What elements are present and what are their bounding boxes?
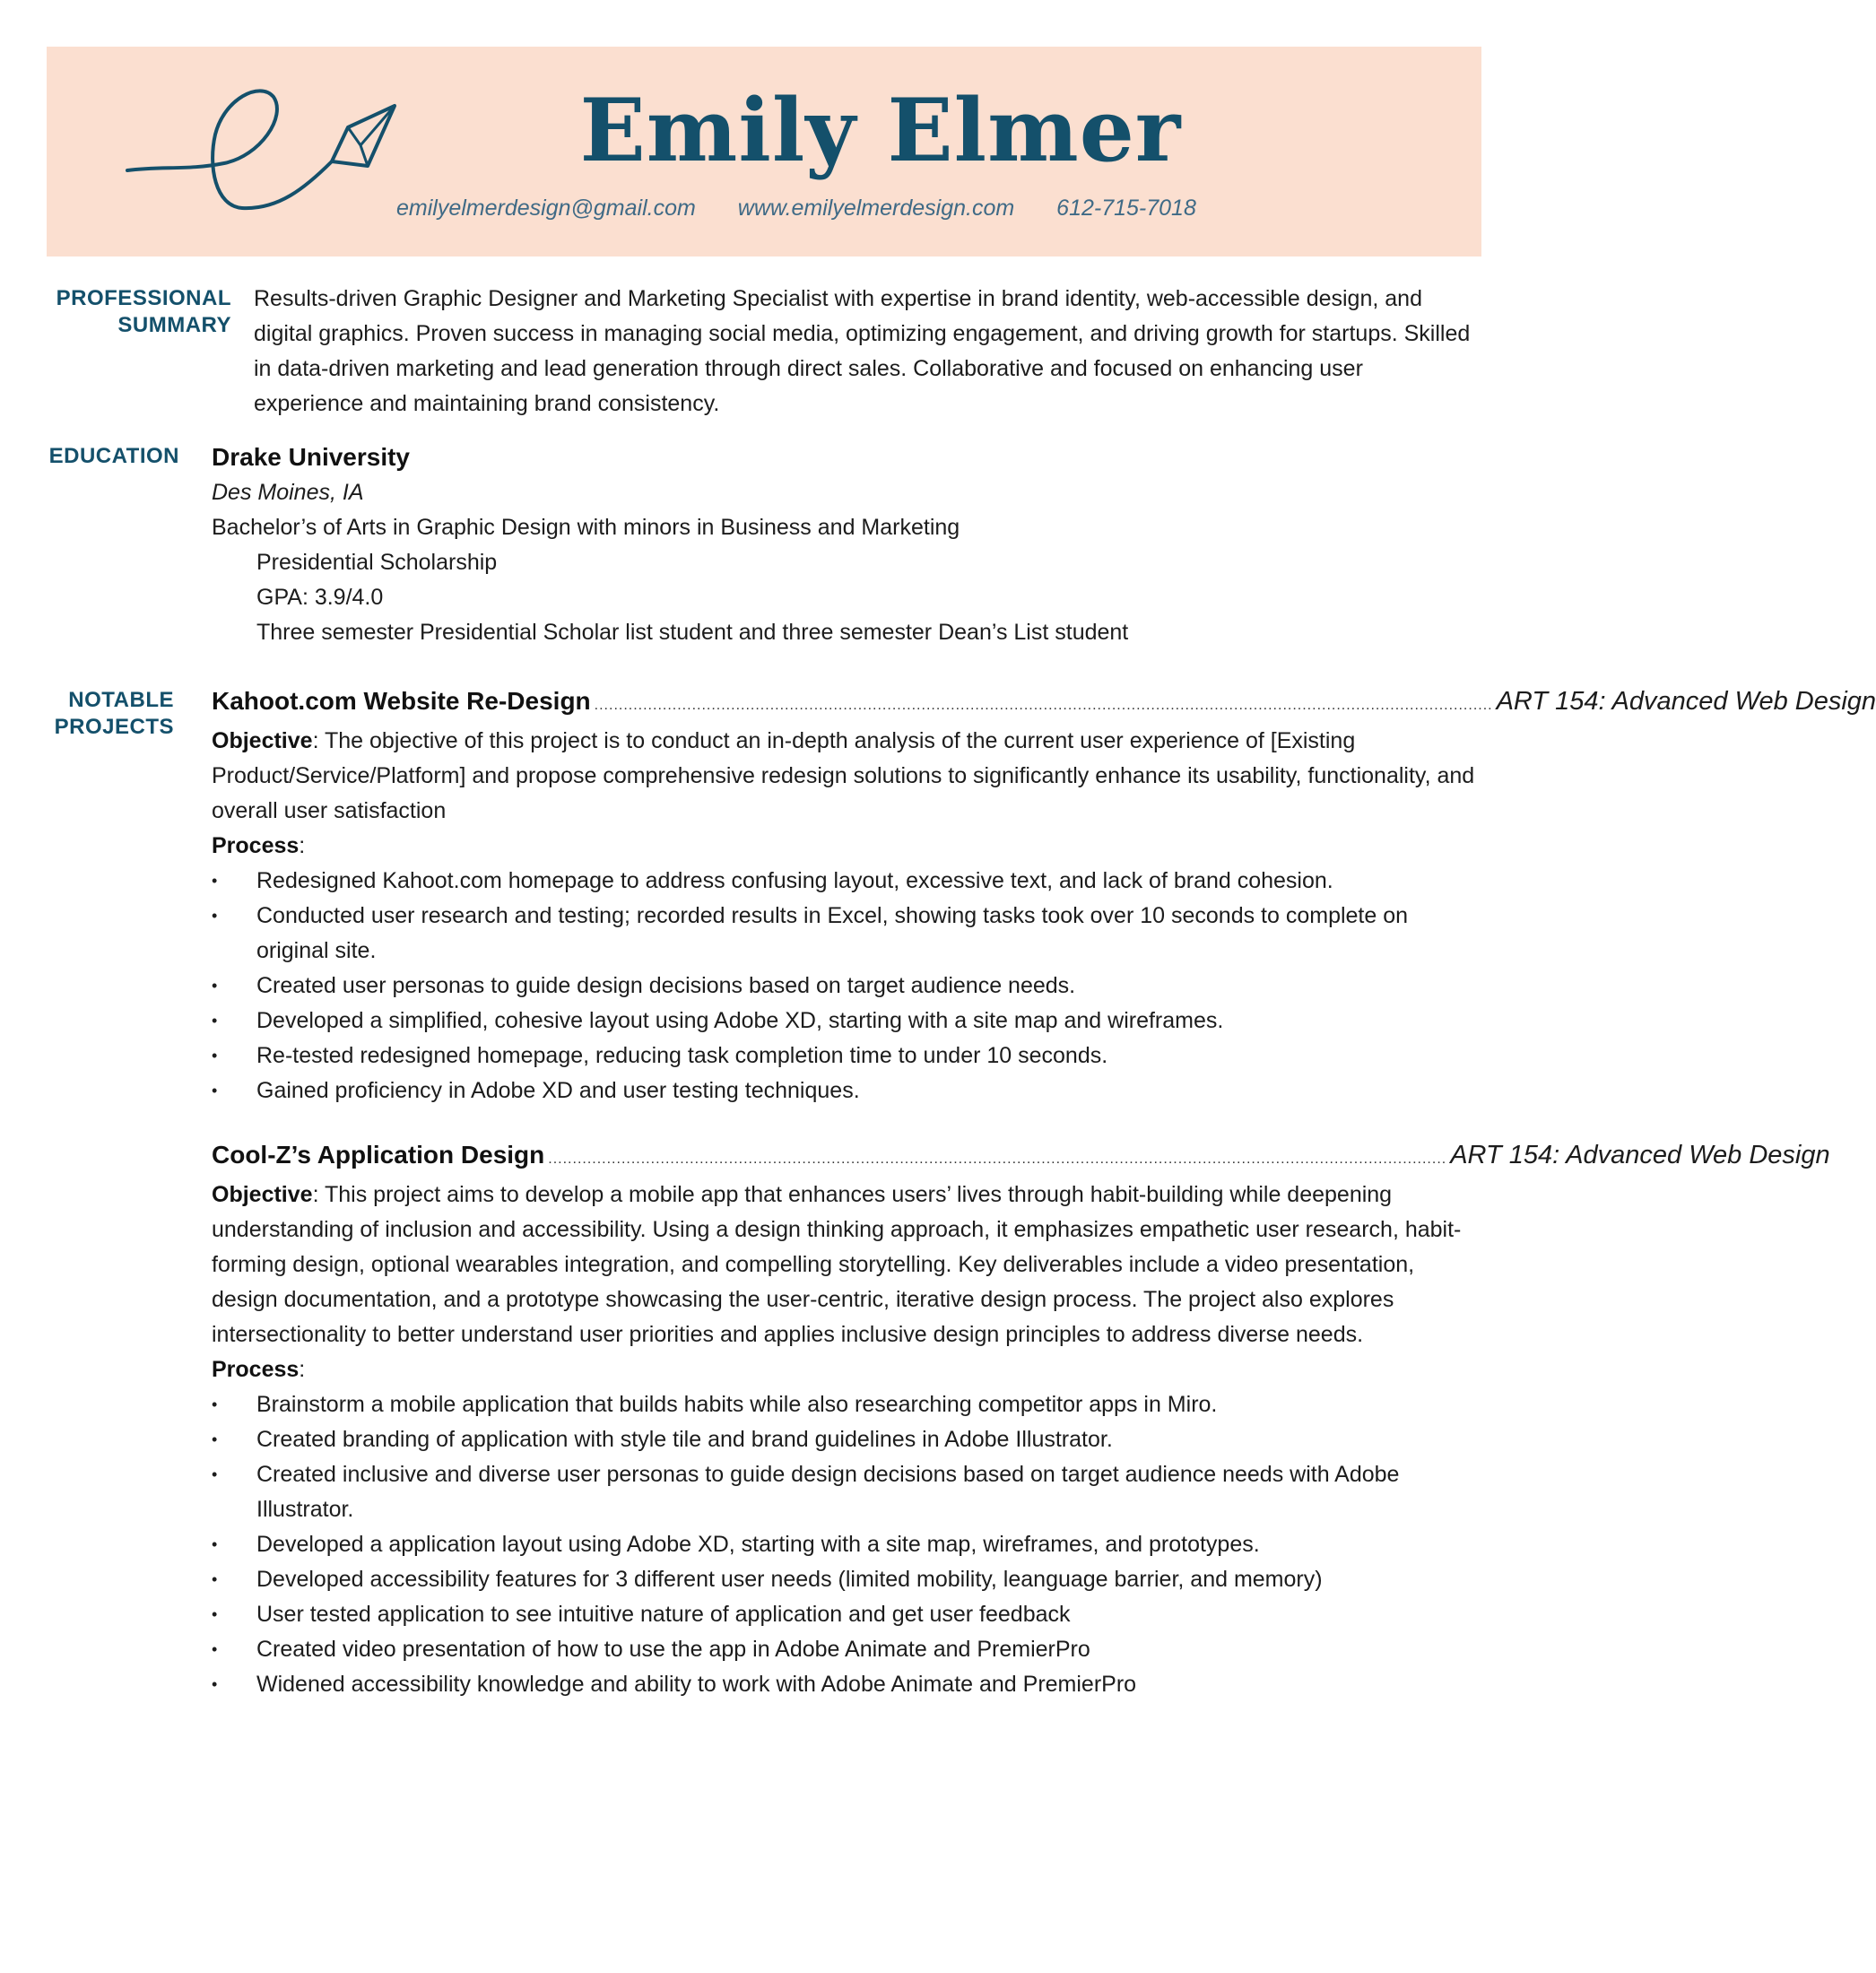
signature-paper-plane-logo xyxy=(126,81,395,233)
project-process: Process: xyxy=(212,1357,306,1382)
summary-text: Results-driven Graphic Designer and Marketing Specialist with expertise in brand identity, web-accessible design, and digital graphics. Proven success in managing social media, optimizing engagement, and driving growth for startups. Skilled in data-driven marketing and lead generation through direct sales. Collaborative and focused on enhancing user experience and maintaining brand consistency. xyxy=(254,286,1471,416)
summary-label-line1: PROFESSIONAL xyxy=(56,286,231,310)
education-detail: GPA: 3.9/4.0 xyxy=(256,585,384,610)
school-location: Des Moines, IA xyxy=(212,480,364,505)
project-title: Kahoot.com Website Re-Design xyxy=(212,687,591,715)
project-heading xyxy=(212,683,1876,724)
education-detail: Presidential Scholarship xyxy=(256,550,498,575)
school-name: Drake University xyxy=(212,443,411,471)
process-label: Process xyxy=(212,833,300,858)
projects-section-label xyxy=(36,687,174,741)
list-item: • Conducted user research and testing; recorded results in Excel, showing tasks took over 10 seconds to complete on original site. xyxy=(212,899,1485,969)
process-label: Process xyxy=(212,1357,300,1382)
list-item: • Developed accessibility features for 3 different user needs (limited mobility, leanguage barrier, and memory) xyxy=(212,1562,1485,1597)
project-heading xyxy=(212,1137,1830,1178)
candidate-name: Emily Elmer xyxy=(579,80,1182,181)
project-coolz xyxy=(212,1137,1830,1702)
degree: Bachelor’s of Arts in Graphic Design with minors in Business and Marketing xyxy=(212,515,960,540)
projects-label-line2: PROJECTS xyxy=(54,715,174,739)
objective-label: Objective xyxy=(212,728,313,753)
project-title: Cool-Z’s Application Design xyxy=(212,1141,545,1169)
project-course: ART 154: Advanced Web Design xyxy=(1496,687,1876,716)
list-item: • Developed a application layout using Adobe XD, starting with a site map, wireframes, and prototypes. xyxy=(212,1527,1485,1562)
leader-dots: ........................................................................................................................................................................................ xyxy=(594,698,1493,713)
objective-text: : This project aims to develop a mobile app that enhances users’ lives through habit-building while deepening understanding of inclusion and accessibility. Using a design thinking approach, it emphasizes empathetic user research, habit-forming design, optional wearables integration, and compelling storytelling. Key deliverables include a video presentation, design documentation, and a prototype showcasing the user-centric, iterative design process. The project also explores intersectionality to better understand user priorities and applies inclusive design principles to address diverse needs. xyxy=(212,1182,1462,1347)
process-list xyxy=(212,864,1485,1108)
list-item: • Created inclusive and diverse user personas to guide design decisions based on target audience needs with Adobe Illustrator. xyxy=(212,1457,1485,1527)
resume-header xyxy=(47,47,1481,256)
education-block xyxy=(212,439,1485,650)
objective-text: : The objective of this project is to conduct an in-depth analysis of the current user experience of [Existing Product/Service/Platform] and propose comprehensive redesign solutions to significantly enhance its usability, functionality, and overall user satisfaction xyxy=(212,728,1475,823)
project-kahoot xyxy=(212,683,1876,1108)
phone-number: 612-715-7018 xyxy=(1056,196,1196,221)
list-item: • Widened accessibility knowledge and ability to work with Adobe Animate and PremierPro xyxy=(212,1667,1485,1702)
summary-section-label xyxy=(36,285,231,339)
list-item: • Created branding of application with style tile and brand guidelines in Adobe Illustrator. xyxy=(212,1422,1485,1457)
email-link[interactable]: emilyelmerdesign@gmail.com xyxy=(396,196,696,221)
objective-label: Objective xyxy=(212,1182,313,1207)
education-detail: Three semester Presidential Scholar list student and three semester Dean’s List student xyxy=(256,620,1129,645)
list-item: • Developed a simplified, cohesive layout using Adobe XD, starting with a site map and wireframes. xyxy=(212,1004,1485,1039)
list-item: • Re-tested redesigned homepage, reducing task completion time to under 10 seconds. xyxy=(212,1039,1485,1073)
list-item: • Brainstorm a mobile application that builds habits while also researching competitor apps in Miro. xyxy=(212,1387,1485,1422)
process-list xyxy=(212,1387,1485,1702)
project-process: Process: xyxy=(212,833,306,858)
list-item: • Redesigned Kahoot.com homepage to address confusing layout, excessive text, and lack of brand cohesion. xyxy=(212,864,1485,899)
list-item: • User tested application to see intuitive nature of application and get user feedback xyxy=(212,1597,1485,1632)
project-course: ART 154: Advanced Web Design xyxy=(1450,1141,1830,1169)
contact-info xyxy=(396,196,1347,222)
summary-label-line2: SUMMARY xyxy=(117,313,231,337)
education-section-label: EDUCATION xyxy=(48,444,179,468)
project-objective xyxy=(212,1178,1485,1352)
list-item: • Created video presentation of how to use the app in Adobe Animate and PremierPro xyxy=(212,1632,1485,1667)
list-item: • Gained proficiency in Adobe XD and user testing techniques. xyxy=(212,1073,1485,1108)
project-objective xyxy=(212,724,1485,829)
list-item: • Created user personas to guide design decisions based on target audience needs. xyxy=(212,969,1485,1004)
website-link[interactable]: www.emilyelmerdesign.com xyxy=(737,196,1015,221)
projects-label-line1: NOTABLE xyxy=(68,688,174,712)
leader-dots: ........................................................................................................................................................................................ xyxy=(548,1152,1447,1167)
